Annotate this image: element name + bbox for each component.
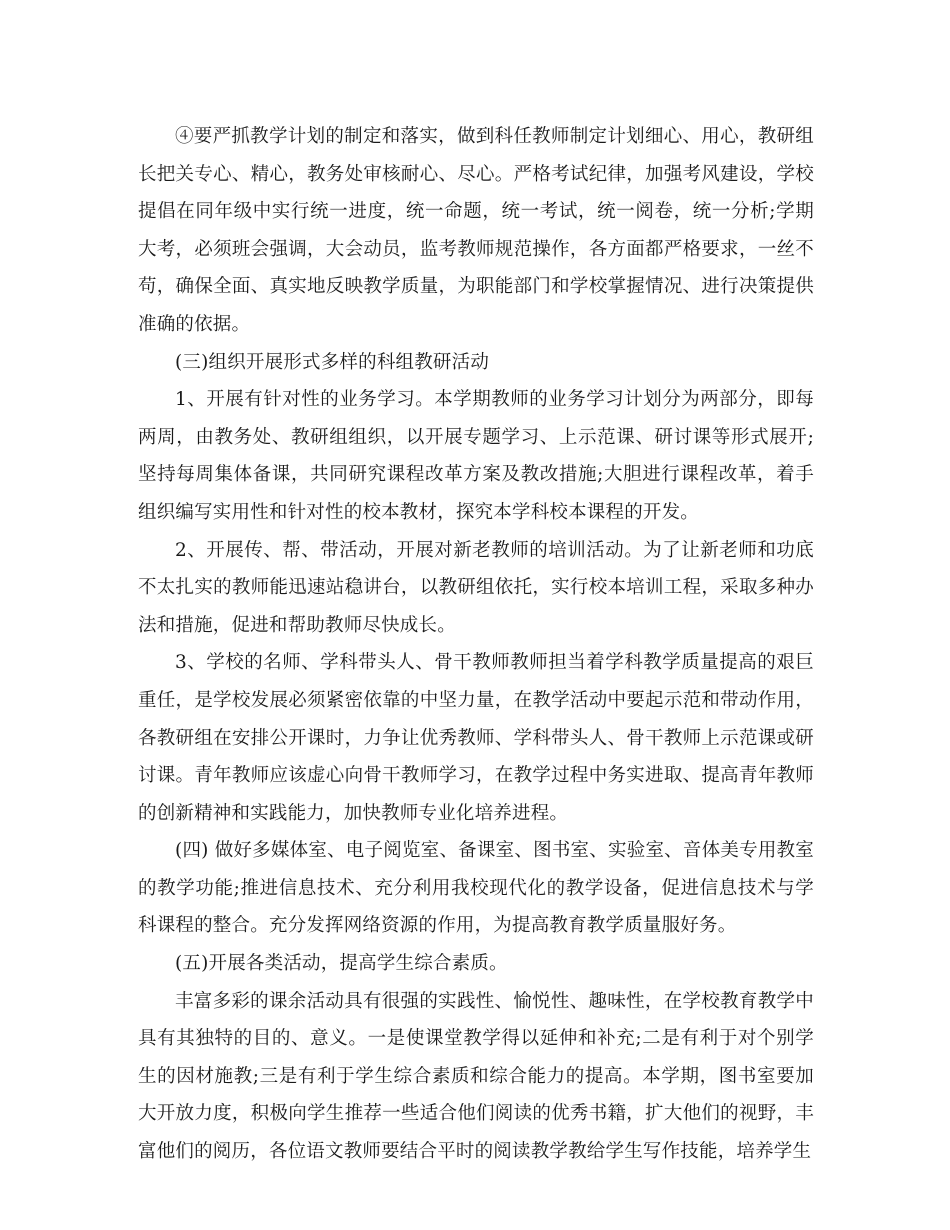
paragraph-multimedia-rooms: (四) 做好多媒体室、电子阅览室、备课室、图书室、实验室、音体美专用教室的教学功能;推进信息技术、充分利用我校现代化的教学设备，促进信息技术与学科课程的整合。充分发挥网络资源的作用，为提高教育教学质量服好务。 xyxy=(138,840,814,937)
section-heading-research-activities: (三)组织开展形式多样的科组教研活动 xyxy=(175,351,490,373)
paragraph-teaching-plan: ④要严抓教学计划的制定和落实，做到科任教师制定计划细心、用心，教研组长把关专心、精心，教务处审核耐心、尽心。严格考试纪律，加强考风建设，学校提倡在同年级中实行统一进度，统一命题，统一考试，统一阅卷，统一分析;学期大考，必须班会强调，大会动员，监考教师规范操作，各方面都严格要求，一丝不苟，确保全面、真实地反映教学质量，为职能部门和学校掌握情况、进行决策提供准确的依据。 xyxy=(138,126,814,335)
paragraph-extracurricular: 丰富多彩的课余活动具有很强的实践性、愉悦性、趣味性，在学校教育教学中具有其独特的目的、意义。一是使课堂教学得以延伸和补充;二是有利于对个别学生的因材施教;三是有利于学生综合素质和综合能力的提高。本学期，图书室要加大开放力度，积极向学生推荐一些适合他们阅读的优秀书籍，扩大他们的视野，丰富他们的阅历，各位语文教师要结合平时的阅读教学教给学生写作技能，培养学生 xyxy=(138,990,814,1163)
section-heading-student-activities: (五)开展各类活动，提高学生综合素质。 xyxy=(175,953,508,975)
paragraph-key-teachers: 3、学校的名师、学科带头人、骨干教师教师担当着学科教学质量提高的艰巨重任，是学校发展必须紧密依靠的中坚力量，在教学活动中要起示范和带动作用，各教研组在安排公开课时，力争让优秀教师、学科带头人、骨干教师上示范课或研讨课。青年教师应该虚心向骨干教师学习，在教学过程中务实进取、提高青年教师的创新精神和实践能力，加快教师专业化培养进程。 xyxy=(138,652,814,824)
document-body xyxy=(138,118,814,1171)
paragraph-mentoring: 2、开展传、帮、带活动，开展对新老教师的培训活动。为了让新老师和功底不太扎实的教师能迅速站稳讲台，以教研组依托，实行校本培训工程，采取多种办法和措施，促进和帮助教师尽快成长。 xyxy=(138,539,814,636)
paragraph-business-study: 1、开展有针对性的业务学习。本学期教师的业务学习计划分为两部分，即每两周，由教务处、教研组组织，以开展专题学习、上示范课、研讨课等形式展开;坚持每周集体备课，共同研究课程改革方案及教改措施;大胆进行课程改革，着手组织编写实用性和针对性的校本教材，探究本学科校本课程的开发。 xyxy=(138,389,814,523)
